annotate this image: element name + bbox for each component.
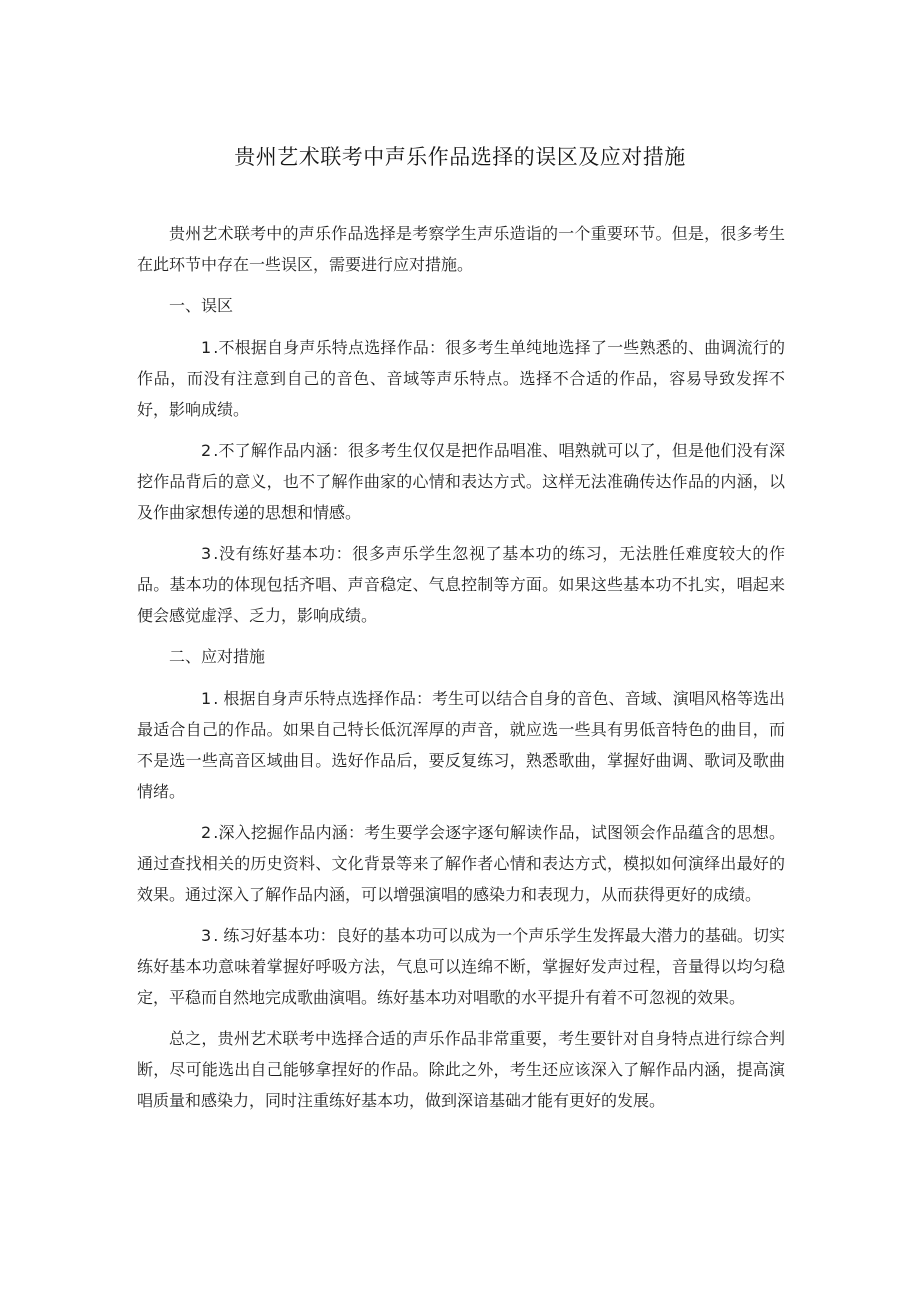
item-number: 1	[201, 338, 212, 357]
item-number: 1	[201, 689, 212, 708]
item-number: 2	[201, 441, 212, 460]
intro-paragraph: 贵州艺术联考中的声乐作品选择是考察学生声乐造诣的一个重要环节。但是，很多考生在此环节中存在一些误区，需要进行应对措施。	[137, 224, 785, 274]
section-heading-misconceptions: 一、误区	[169, 296, 234, 315]
section-heading-measures: 二、应对措施	[169, 647, 266, 666]
misconception-item-3	[137, 538, 785, 631]
document-body	[137, 218, 785, 1126]
misconception-item-2	[137, 435, 785, 528]
item-text: .不根据自身声乐特点选择作品：很多考生单纯地选择了一些熟悉的、曲调流行的作品，而没有注意到自己的音色、音域等声乐特点。选择不合适的作品，容易导致发挥不好，影响成绩。	[137, 338, 785, 419]
item-number: 3	[201, 544, 212, 563]
measure-item-1	[137, 683, 785, 807]
item-text: . 练习好基本功：良好的基本功可以成为一个声乐学生发挥最大潜力的基础。切实练好基本功意味着掌握好呼吸方法，气息可以连绵不断，掌握好发声过程，音量得以均匀稳定，平稳而自然地完成歌曲演唱。练好基本功对唱歌的水平提升有着不可忽视的效果。	[137, 926, 785, 1007]
item-text: .不了解作品内涵：很多考生仅仅是把作品唱准、唱熟就可以了，但是他们没有深挖作品背后的意义，也不了解作曲家的心情和表达方式。这样无法准确传达作品的内涵，以及作曲家想传递的思想和情感。	[137, 441, 785, 522]
measure-item-2	[137, 817, 785, 910]
item-text: .没有练好基本功：很多声乐学生忽视了基本功的练习，无法胜任难度较大的作品。基本功的体现包括齐唱、声音稳定、气息控制等方面。如果这些基本功不扎实，唱起来便会感觉虚浮、乏力，影响成绩。	[137, 544, 785, 625]
item-number: 2	[201, 823, 212, 842]
measure-item-3	[137, 920, 785, 1013]
item-text: .深入挖掘作品内涵：考生要学会逐字逐句解读作品，试图领会作品蕴含的思想。通过查找相关的历史资料、文化背景等来了解作者心情和表达方式，模拟如何演绎出最好的效果。通过深入了解作品内涵，可以增强演唱的感染力和表现力，从而获得更好的成绩。	[137, 823, 785, 904]
page-title: 贵州艺术联考中声乐作品选择的误区及应对措施	[234, 145, 686, 169]
item-text: . 根据自身声乐特点选择作品：考生可以结合自身的音色、音域、演唱风格等选出最适合自己的作品。如果自己特长低沉浑厚的声音，就应选一些具有男低音特色的曲目，而不是选一些高音区域曲目。选好作品后，要反复练习，熟悉歌曲，掌握好曲调、歌词及歌曲情绪。	[137, 689, 785, 801]
misconception-item-1	[137, 332, 785, 425]
item-number: 3	[201, 926, 212, 945]
conclusion-paragraph: 总之，贵州艺术联考中选择合适的声乐作品非常重要，考生要针对自身特点进行综合判断，尽可能选出自己能够拿捏好的作品。除此之外，考生还应该深入了解作品内涵，提高演唱质量和感染力，同时注重练好基本功，做到深谙基础才能有更好的发展。	[137, 1029, 785, 1110]
